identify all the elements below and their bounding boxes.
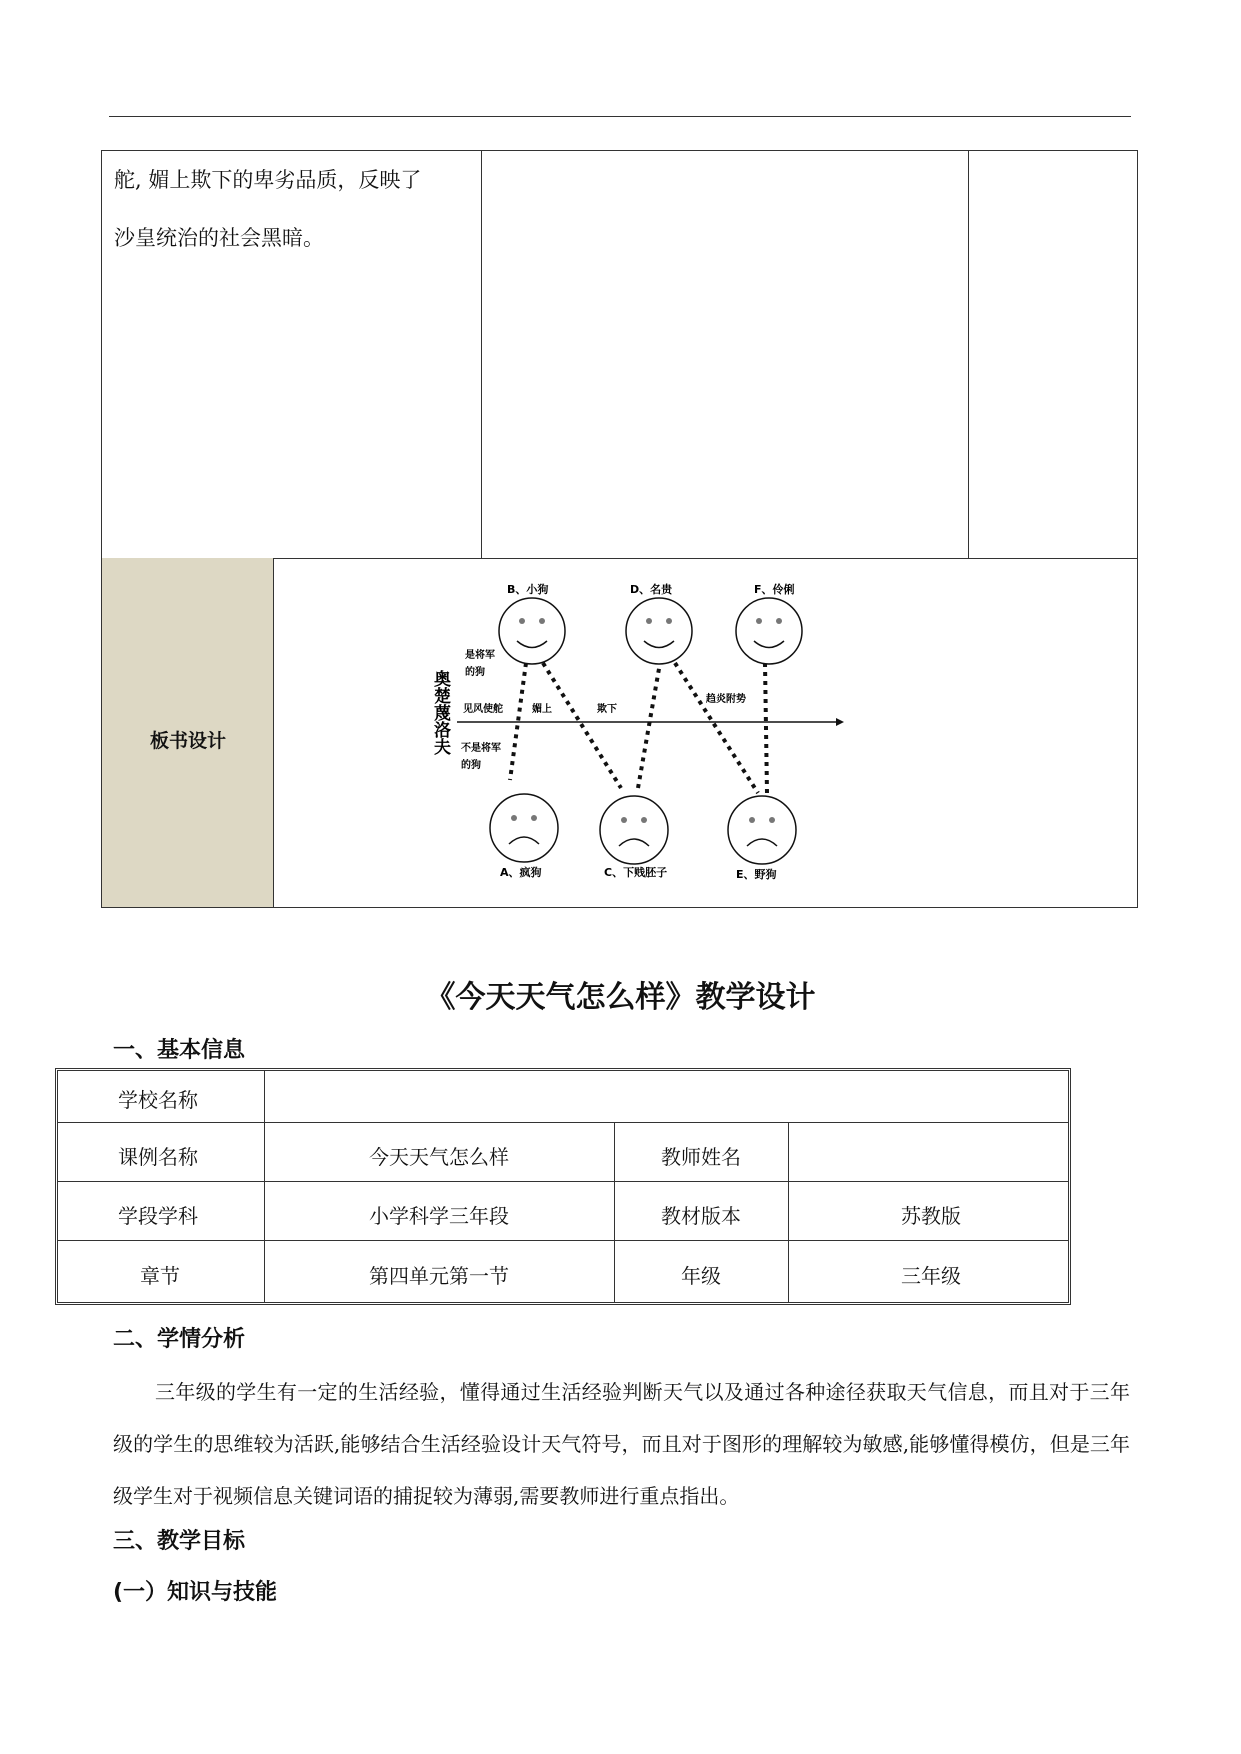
teacher-label: 教师姓名: [661, 1145, 741, 1169]
face-label: A、疯狗: [500, 866, 542, 879]
frown-face-icon: [490, 794, 558, 862]
section-heading: 三、教学目标: [113, 1529, 246, 1554]
edition-value: 苏教版: [901, 1204, 961, 1228]
header-rule: [109, 116, 1131, 117]
cell-line: 舵, 媚上欺下的卑劣品质，反映了: [114, 168, 422, 192]
axis-note: 欺下: [597, 704, 617, 715]
frown-face-icon: [728, 796, 796, 864]
face-label: E、野狗: [736, 868, 777, 881]
section-heading: 二、学情分析: [113, 1327, 246, 1352]
table-rule: [58, 1122, 1068, 1123]
table-cell: [482, 151, 969, 558]
axis-note: 趋炎附势: [706, 694, 746, 705]
chapter-value: 第四单元第一节: [369, 1264, 509, 1288]
face-label: D、名贵: [630, 583, 673, 596]
smile-face-icon: [736, 598, 802, 664]
cell-line: 沙皇统治的社会黑暗。: [114, 226, 324, 250]
table-cell: [969, 151, 1137, 558]
frown-face-icon: [600, 796, 668, 864]
analysis-paragraph: 三年级的学生有一定的生活经验，懂得通过生活经验判断天气以及通过各种途径获取天气信息，而且对于三年级的学生的思维较为活跃,能够结合生活经验设计天气符号，而且对于图形的理解较为敏感,能够懂得模仿，但是三年级学生对于视频信息关键词语的捕捉较为薄弱,需要教师进行重点指出。: [113, 1380, 1130, 1508]
table-rule: [788, 1122, 789, 1302]
stage-label: 学段学科: [118, 1204, 198, 1228]
face-label: C、下贱胚子: [604, 866, 668, 879]
face-label: B、小狗: [507, 583, 549, 596]
info-table: [55, 1068, 1071, 1305]
lesson-value: 今天天气怎么样: [369, 1145, 509, 1169]
table-rule: [614, 1122, 615, 1302]
axis-note: 是将军: [465, 650, 495, 661]
vertical-name: 奥楚蔑洛夫: [430, 670, 450, 755]
section-heading: 一、基本信息: [113, 1038, 246, 1063]
axis-note: 见风使舵: [463, 704, 503, 715]
axis-arrowhead: [836, 718, 844, 726]
subsection-heading: (一）知识与技能: [113, 1580, 278, 1605]
axis-note: 媚上: [532, 704, 552, 715]
grade-value: 三年级: [901, 1264, 961, 1288]
grade-label: 年级: [681, 1264, 721, 1288]
axis-note: 的狗: [465, 667, 485, 678]
board-diagram: [274, 558, 1137, 907]
table-rule: [58, 1240, 1068, 1241]
face-label: F、伶俐: [754, 583, 795, 596]
axis-note: 的狗: [461, 760, 481, 771]
board-diagram-svg: [274, 558, 1137, 907]
table-rule: [264, 1071, 265, 1302]
chapter-label: 章节: [140, 1264, 180, 1288]
table-row: [102, 151, 1137, 559]
cell-text: [114, 151, 474, 267]
table-cell: [102, 151, 482, 558]
table-row: [102, 558, 1137, 908]
zigzag-lines: [510, 663, 767, 793]
board-label-cell: [102, 558, 274, 907]
edition-label: 教材版本: [661, 1204, 741, 1228]
stage-value: 小学科学三年段: [369, 1204, 509, 1228]
smile-face-icon: [626, 598, 692, 664]
board-label: 板书设计: [149, 730, 226, 752]
lesson-label: 课例名称: [118, 1145, 198, 1169]
smile-face-icon: [499, 598, 565, 664]
table-rule: [58, 1181, 1068, 1182]
continued-table: [101, 150, 1138, 908]
page-title: 《今天天气怎么样》教学设计: [425, 980, 816, 1015]
axis-note: 不是将军: [461, 743, 501, 754]
school-label: 学校名称: [118, 1088, 198, 1112]
